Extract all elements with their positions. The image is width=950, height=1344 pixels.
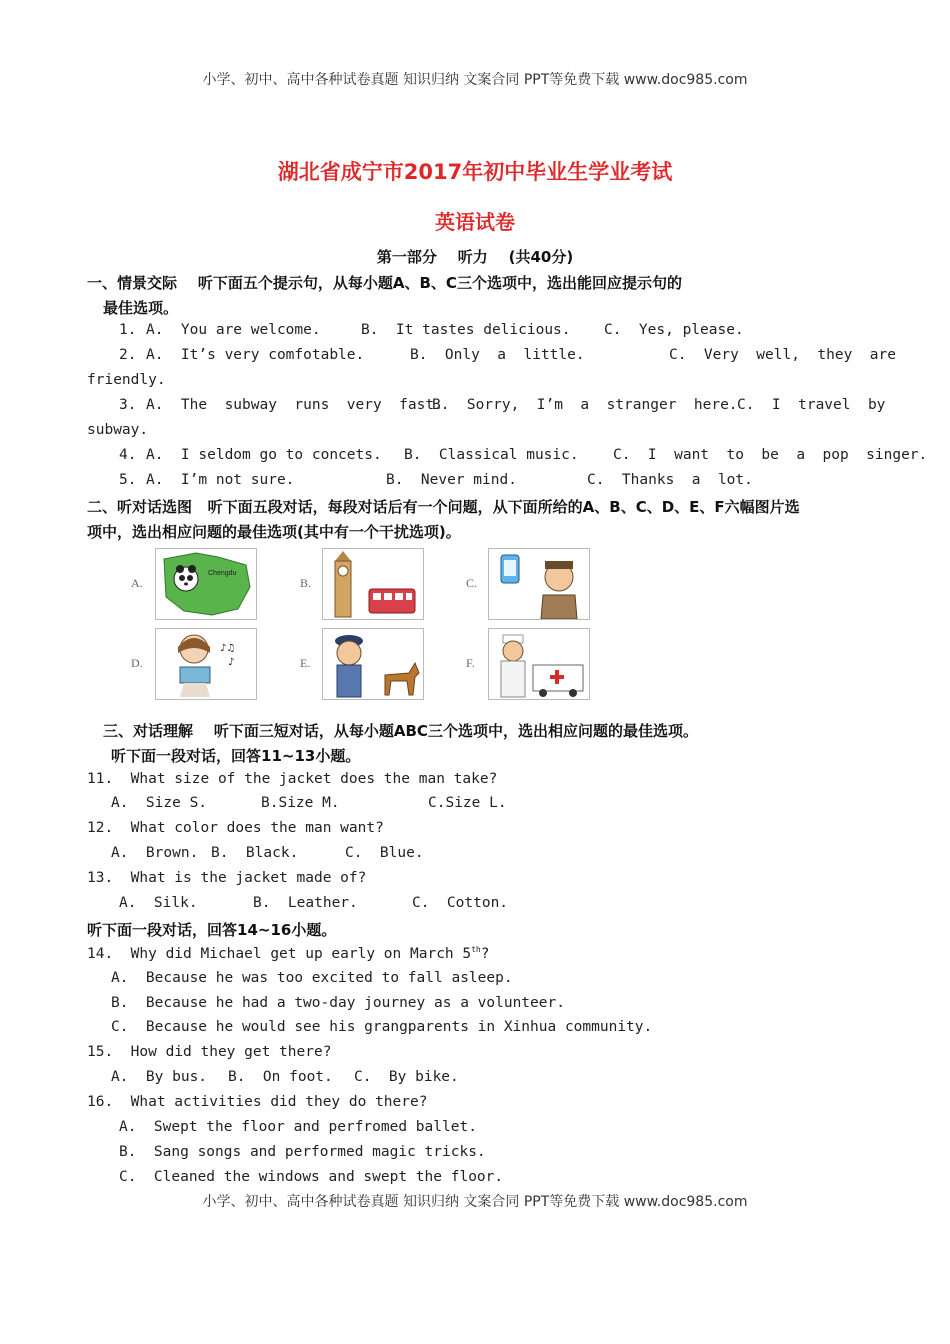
option-b: B. Sorry, I’m a stranger here. — [432, 397, 738, 413]
question-number: 4. — [119, 447, 137, 463]
question-15: 15. How did they get there? — [87, 1044, 332, 1060]
question-mark: ? — [480, 945, 490, 962]
question-number: 1. — [119, 322, 137, 338]
option-b: B. On foot. — [228, 1069, 333, 1085]
option-c-continued: subway. — [87, 422, 149, 438]
picture-label-c: C. — [466, 576, 478, 590]
option-c: C. Yes, please. — [604, 322, 744, 338]
exam-title: 湖北省成宁市2017年初中毕业生学业考试 — [277, 160, 673, 184]
section-two-heading-cont: 项中，选出相应问题的最佳选项(其中有一个干扰选项)。 — [87, 523, 461, 541]
question-12: 12. What color does the man want? — [87, 820, 384, 836]
question-14-text: 14. Why did Michael get up early on March 5 — [87, 945, 472, 962]
picture-e — [322, 628, 424, 700]
girl-accordion-icon — [156, 629, 256, 699]
picture-label-d: D. — [131, 656, 143, 670]
svg-text:♪: ♪ — [228, 657, 235, 668]
question-11: 11. What size of the jacket does the man take? — [87, 771, 498, 787]
option-c: C. I want to be a pop singer. — [613, 447, 928, 463]
picture-c — [488, 548, 590, 620]
phone-man-icon — [489, 549, 589, 619]
option-c: C. Thanks a lot. — [587, 472, 753, 488]
question-13: 13. What is the jacket made of? — [87, 870, 367, 886]
picture-label-e: E. — [300, 656, 311, 670]
section-one-heading-cont: 最佳选项。 — [103, 299, 179, 317]
picture-label-f: F. — [466, 656, 475, 670]
section-two-heading: 二、听对话选图 听下面五段对话，每段对话后有一个问题，从下面所给的A、B、C、D、E、F六幅图片选 — [87, 498, 800, 516]
option-c: C.Size L. — [428, 795, 507, 811]
picture-d — [155, 628, 257, 700]
question-14 — [87, 945, 489, 962]
option-c: C. Very well, they are — [669, 347, 896, 363]
part-one-heading: 第一部分 听力 (共40分) — [376, 248, 574, 266]
option-c: C. Because he would see his grangparents in Xinhua community. — [111, 1019, 653, 1035]
option-b: B. It tastes delicious. — [361, 322, 571, 338]
panda-map-icon — [156, 549, 256, 619]
question-number: 3. — [119, 397, 137, 413]
big-ben-bus-icon — [323, 549, 423, 619]
exam-subtitle: 英语试卷 — [435, 210, 515, 234]
section-three-sub-1: 听下面一段对话，回答11~13小题。 — [111, 747, 361, 765]
question-number: 5. — [119, 472, 137, 488]
picture-label-b: B. — [300, 576, 312, 590]
option-c: C. By bike. — [354, 1069, 459, 1085]
section-one-heading: 一、情景交际 听下面五个提示句，从每小题A、B、C三个选项中，选出能回应提示句的 — [87, 274, 682, 292]
option-b: B. Sang songs and performed magic tricks. — [119, 1144, 486, 1160]
option-a: A. Silk. — [119, 895, 198, 911]
option-a: A. Because he was too excited to fall asleep. — [111, 970, 513, 986]
option-b: B.Size M. — [261, 795, 340, 811]
option-c: C. I travel by — [737, 397, 886, 413]
option-b: B. Never mind. — [386, 472, 517, 488]
superscript: th — [471, 945, 481, 954]
option-a: A. The subway runs very fast. — [146, 397, 443, 413]
picture-label-a: A. — [131, 576, 143, 590]
map-caption: Chengdu — [208, 570, 237, 577]
page-header: 小学、初中、高中各种试卷真题 知识归纳 文案合同 PPT等免费下载 www.doc985.com — [202, 72, 748, 88]
page-footer: 小学、初中、高中各种试卷真题 知识归纳 文案合同 PPT等免费下载 www.doc985.com — [202, 1194, 748, 1210]
option-b: B. Leather. — [253, 895, 358, 911]
option-a: A. Swept the floor and perfromed ballet. — [119, 1119, 477, 1135]
question-number: 2. — [119, 347, 137, 363]
option-a: A. Size S. — [111, 795, 208, 811]
option-a: A. You are welcome. — [146, 322, 321, 338]
picture-a — [155, 548, 257, 620]
option-a: A. I seldom go to concets. — [146, 447, 382, 463]
picture-b — [322, 548, 424, 620]
option-a: A. Brown. — [111, 845, 199, 861]
option-c: C. Cleaned the windows and swept the floor. — [119, 1169, 504, 1185]
option-c-continued: friendly. — [87, 372, 166, 388]
option-b: B. Black. — [211, 845, 299, 861]
option-a: A. It’s very comfotable. — [146, 347, 365, 363]
option-b: B. Only a little. — [410, 347, 585, 363]
question-16: 16. What activities did they do there? — [87, 1094, 428, 1110]
option-b: B. Because he had a two-day journey as a volunteer. — [111, 995, 565, 1011]
section-three-sub-2: 听下面一段对话，回答14~16小题。 — [87, 921, 337, 939]
doctor-ambulance-icon — [489, 629, 589, 699]
option-b: B. Classical music. — [404, 447, 579, 463]
svg-text:♪♫: ♪♫ — [220, 643, 236, 654]
option-c: C. Blue. — [345, 845, 424, 861]
option-a: A. I’m not sure. — [146, 472, 295, 488]
picture-f — [488, 628, 590, 700]
option-c: C. Cotton. — [412, 895, 509, 911]
police-dog-icon — [323, 629, 423, 699]
option-a: A. By bus. — [111, 1069, 208, 1085]
section-three-heading: 三、对话理解 听下面三短对话，从每小题ABC三个选项中，选出相应问题的最佳选项。 — [103, 722, 698, 740]
